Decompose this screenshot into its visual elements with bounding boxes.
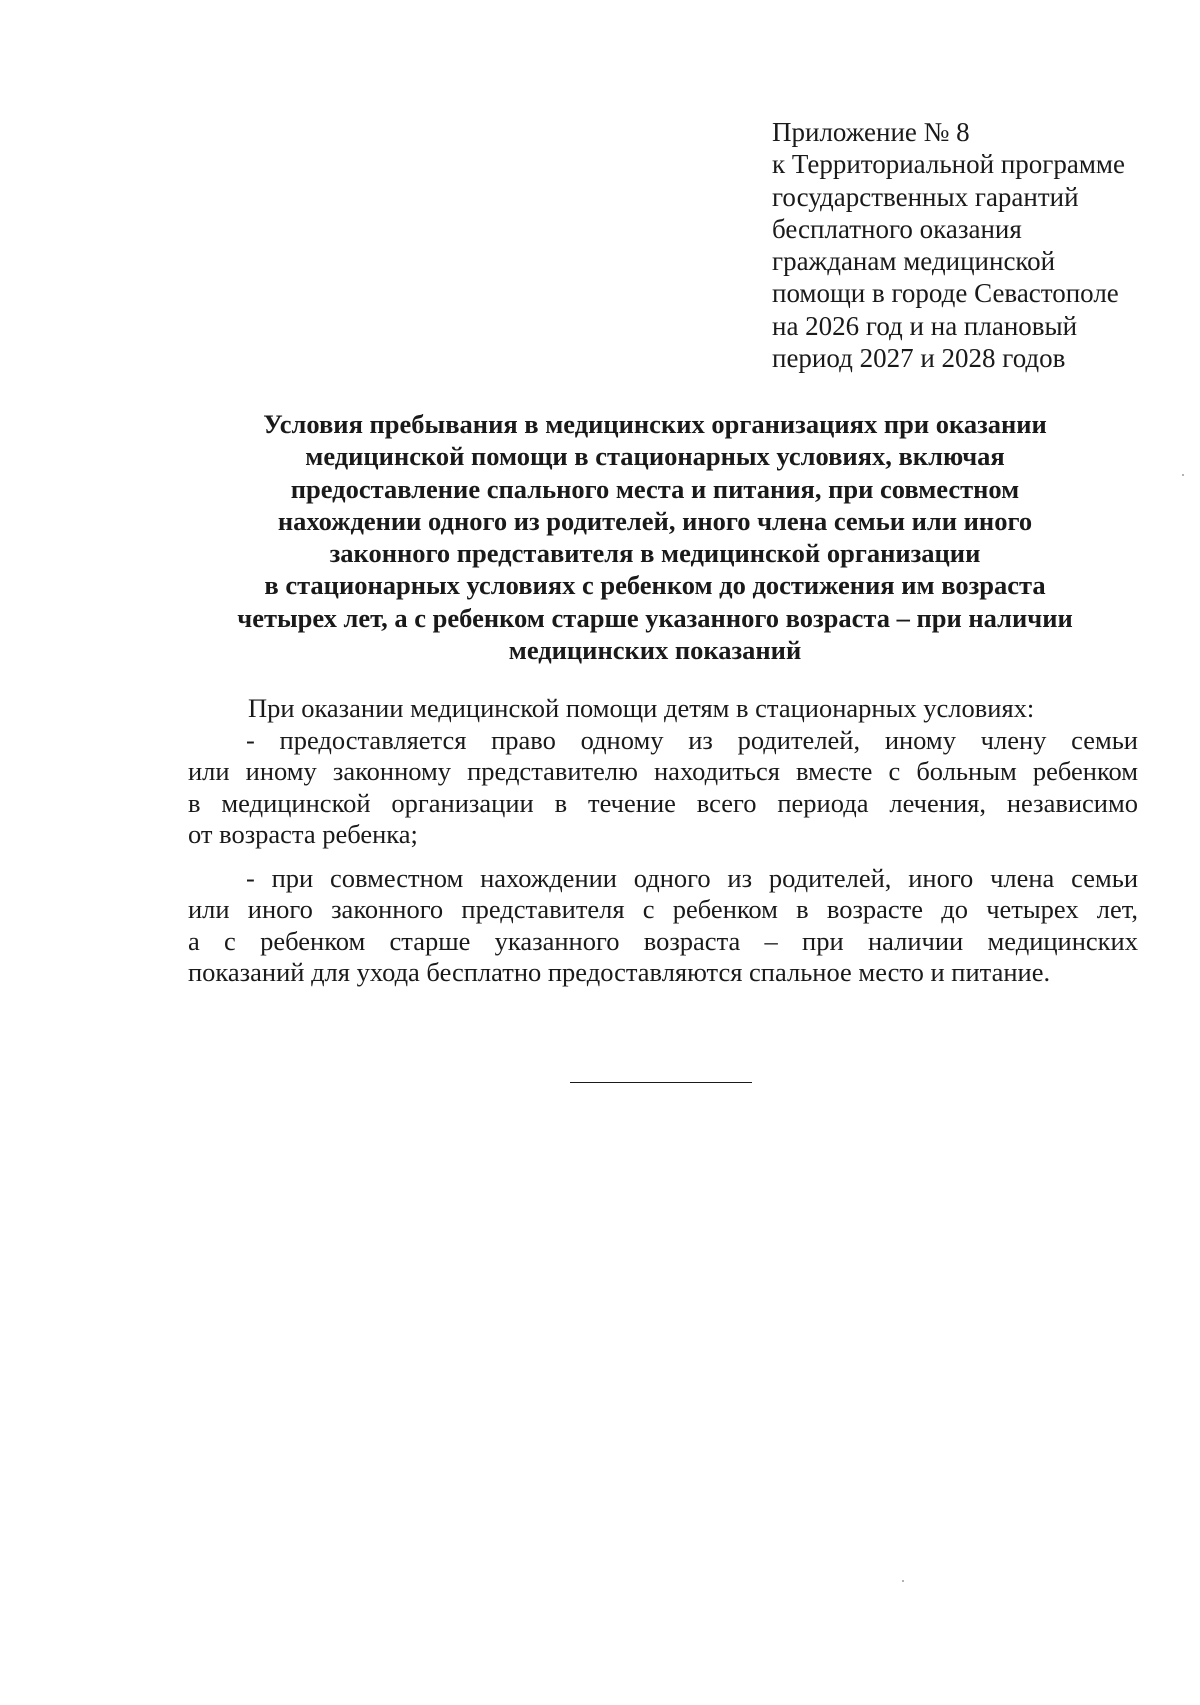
list-item xyxy=(188,863,1138,989)
annex-line: к Территориальной программе xyxy=(772,149,1125,180)
title-line: законного представителя в медицинской организации xyxy=(329,538,981,569)
scan-speck xyxy=(902,1580,904,1582)
title-line: Условия пребывания в медицинских организациях при оказании xyxy=(263,409,1047,439)
annex-line: Приложение № 8 xyxy=(772,117,970,147)
list-item xyxy=(188,725,1138,851)
title-line: медицинской помощи в стационарных условиях, включая xyxy=(305,441,1005,472)
document-body xyxy=(188,693,1138,989)
annex-line: на 2026 год и на плановый xyxy=(772,310,1078,341)
annex-line: государственных гарантий xyxy=(772,181,1079,212)
annex-header xyxy=(772,116,1172,374)
title-line: в стационарных условиях с ребенком до достижения им возраста xyxy=(264,570,1046,601)
item-line: от возраста ребенка; xyxy=(188,819,418,849)
end-divider xyxy=(570,1082,752,1083)
item-line: - при совместном нахождении одного из родителей, иного члена семьи xyxy=(246,862,1138,893)
item-line: показаний для ухода бесплатно предоставляются спальное место и питание. xyxy=(188,957,1051,987)
title-line: предоставление спального места и питания, при совместном xyxy=(290,473,1020,504)
item-line: а с ребенком старше указанного возраста – при наличии медицинских xyxy=(188,925,1138,956)
item-line: или иному законному представителю находиться вместе с больным ребенком xyxy=(188,756,1138,786)
annex-line: гражданам медицинской xyxy=(772,246,1056,277)
title-line: четырех лет, а с ребенком старше указанного возраста – при наличии xyxy=(237,602,1073,633)
document-title xyxy=(195,408,1115,666)
annex-line: помощи в городе Севастополе xyxy=(772,278,1119,309)
scan-speck xyxy=(1182,474,1184,476)
annex-line: бесплатного оказания xyxy=(772,213,1022,244)
item-line: - предоставляется право одному из родителей, иному члену семьи xyxy=(246,724,1138,755)
title-line: нахождении одного из родителей, иного члена семьи или иного xyxy=(277,505,1033,536)
intro-paragraph: При оказании медицинской помощи детям в стационарных условиях: xyxy=(248,693,1035,723)
paragraph-gap xyxy=(188,851,1138,863)
item-line: или иного законного представителя с ребенком в возрасте до четырех лет, xyxy=(188,894,1138,924)
item-line: в медицинской организации в течение всего периода лечения, независимо xyxy=(188,787,1138,818)
annex-line: период 2027 и 2028 годов xyxy=(772,343,1066,374)
title-line: медицинских показаний xyxy=(508,635,802,666)
